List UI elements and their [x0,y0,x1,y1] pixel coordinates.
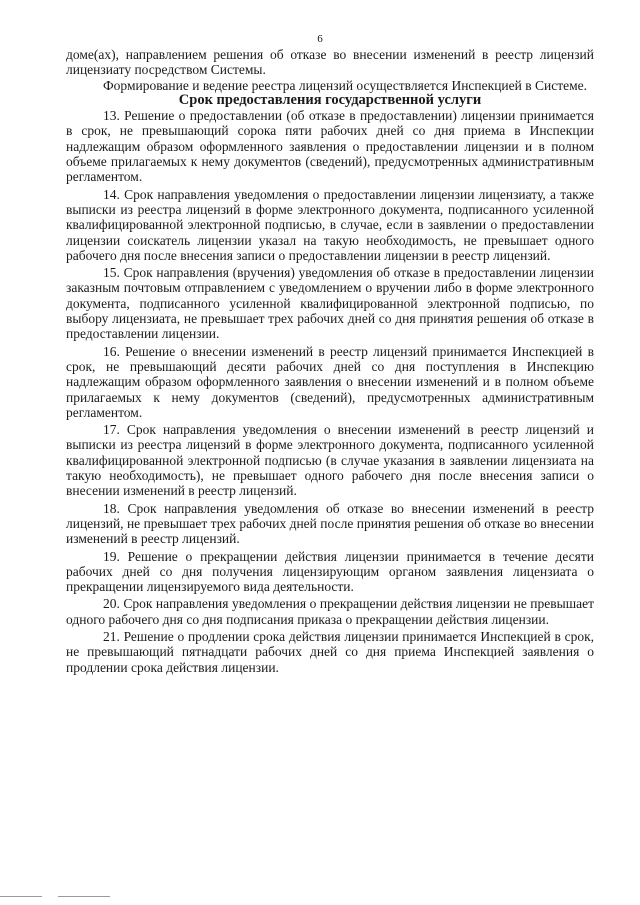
paragraph-13: 13. Решение о предоставлении (об отказе в предоставлении) лицензии принимается в срок, не превышающий сорока пяти рабочих дней со дня приема в Инспекции надлежащим образом оформленного заявления о предоставлении лицензии и в полном объеме прилагаемых к нему документов (сведений), предусмотренных административным регламентом. [66,108,594,185]
paragraph-15: 15. Срок направления (вручения) уведомления об отказе в предоставлении лицензии заказным почтовым отправлением с уведомлением о вручении либо в форме электронного документа, подписанного усиленной квалифицированной электронной подписью, по выбору лицензиата, не превышает трех рабочих дней со дня принятия решения об отказе в предоставлении лицензии. [66,265,594,342]
intro-paragraph: Формирование и ведение реестра лицензий осуществляется Инспекцией в Системе. [103,77,588,93]
paragraph-16: 16. Решение о внесении изменений в реестр лицензий принимается Инспекцией в срок, не превышающий десяти рабочих дней со дня поступления в Инспекцию надлежащим образом оформленного заявления о внесении изменений и в полном объеме прилагаемых к нему документов (сведений), предусмотренных административным регламентом. [66,343,594,420]
section-title: Срок предоставления государственной услуги [178,91,482,108]
paragraph-17: 17. Срок направления уведомления о внесении изменений в реестр лицензий и выписки из реестра лицензий в форме электронного документа, подписанного усиленной квалифицированной электронной подписью (в случае указания в заявлении лицензиата на такую необходимость), не превышает одного рабочего дня после внесения записи о внесении изменений в реестр лицензий. [66,422,594,499]
paragraph-21: 21. Решение о продлении срока действия лицензии принимается Инспекцией в срок, не превышающий пятнадцати рабочих дней со дня приема Инспекцией заявления о продлении срока действия лицензии. [66,628,594,675]
scan-edge-mark [0,896,42,897]
document-body [66,47,594,675]
scan-edge-mark [58,896,110,897]
paragraph-18: 18. Срок направления уведомления об отказе во внесении изменений в реестр лицензий, не превышает трех рабочих дней после принятия решения об отказе во внесении изменений в реестр лицензий. [66,500,594,547]
intro-paragraph: доме(ах), направлением решения об отказе во внесении изменений в реестр лицензий лицензиату посредством Системы. [66,47,594,78]
page-number: 6 [317,33,323,45]
paragraph-14: 14. Срок направления уведомления о предоставлении лицензии лицензиату, а также выписки из реестра лицензий в форме электронного документа, подписанного усиленной квалифицированной электронной подписью, в случае, если в заявлении о предоставлении лицензии соискатель лицензии указал на такую необходимость, не превышает одного рабочего дня после внесения записи о предоставлении лицензии в реестр лицензий. [66,186,594,263]
paragraph-19: 19. Решение о прекращении действия лицензии принимается в течение десяти рабочих дней со дня получения лицензирующим органом заявления лицензиата о прекращении лицензируемого вида деятельности. [66,548,594,595]
paragraph-20: 20. Срок направления уведомления о прекращении действия лицензии не превышает одного рабочего дня со дня подписания приказа о прекращении действия лицензии. [66,596,594,627]
